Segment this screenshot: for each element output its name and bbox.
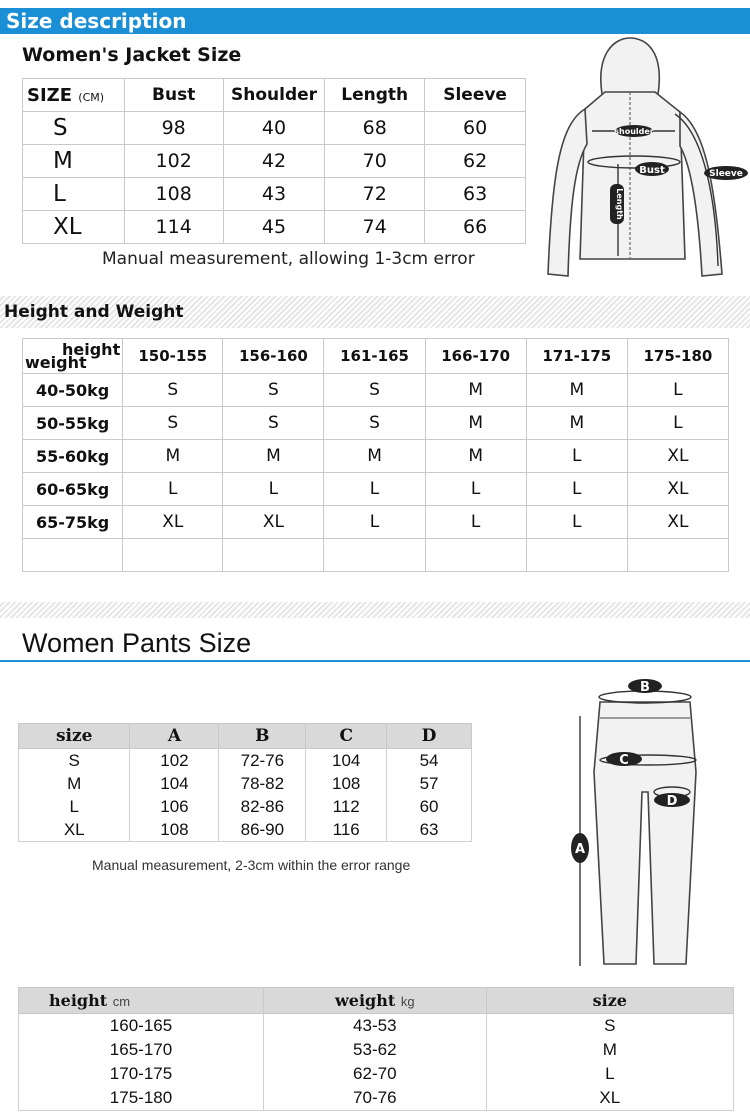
table-cell: 116: [306, 818, 387, 842]
table-cell: 82-86: [219, 795, 306, 818]
table-header-row: [19, 724, 472, 749]
sleeve-label: Sleeve: [709, 169, 743, 179]
table-cell: M: [324, 440, 425, 473]
size-cell: L: [19, 795, 130, 818]
table-cell: S: [123, 407, 223, 440]
table-cell: 60: [425, 112, 526, 145]
size-cell: M: [23, 145, 125, 178]
table-cell: L: [223, 473, 324, 506]
height-header: 171-175: [526, 339, 627, 374]
column-header: Shoulder: [223, 79, 325, 112]
height-header: 175-180: [627, 339, 728, 374]
table-cell: M: [123, 440, 223, 473]
table-header-row: [19, 988, 734, 1014]
table-cell: XL: [123, 506, 223, 539]
table-cell: S: [223, 374, 324, 407]
table-row: [19, 772, 472, 795]
table-cell: M: [425, 374, 526, 407]
pants-fit-table: [18, 987, 734, 1111]
size-cell: XL: [23, 211, 125, 244]
pants-title: Women Pants Size: [22, 628, 252, 658]
table-cell: 43: [223, 178, 325, 211]
table-cell: S: [486, 1014, 733, 1039]
table-cell: M: [526, 407, 627, 440]
table-cell: 78-82: [219, 772, 306, 795]
column-header: B: [219, 724, 306, 749]
table-row: [23, 112, 526, 145]
b-label: B: [640, 680, 650, 695]
table-cell: XL: [627, 506, 728, 539]
table-row: [23, 211, 526, 244]
height-weight-title: Height and Weight: [4, 302, 184, 322]
table-cell: L: [627, 407, 728, 440]
height-header: 156-160: [223, 339, 324, 374]
table-cell: 112: [306, 795, 387, 818]
banner-title: Size description: [6, 9, 187, 33]
table-cell: 98: [124, 112, 223, 145]
table-cell: 102: [124, 145, 223, 178]
table-cell: S: [324, 374, 425, 407]
table-row: [19, 1038, 734, 1062]
table-cell: L: [526, 440, 627, 473]
table-cell: XL: [223, 506, 324, 539]
size-header: SIZE (CM): [23, 79, 125, 112]
table-cell: [123, 539, 223, 572]
table-cell: 175-180: [19, 1086, 264, 1111]
table-cell: L: [526, 506, 627, 539]
table-row: [23, 178, 526, 211]
weight-cell: 50-55kg: [23, 407, 123, 440]
table-cell: 104: [130, 772, 219, 795]
column-header: Sleeve: [425, 79, 526, 112]
table-row-empty: [23, 539, 729, 572]
table-cell: 86-90: [219, 818, 306, 842]
size-cell: XL: [19, 818, 130, 842]
height-header: 161-165: [324, 339, 425, 374]
table-cell: XL: [627, 473, 728, 506]
table-cell: [627, 539, 728, 572]
table-row: [23, 374, 729, 407]
table-row: [23, 506, 729, 539]
corner-height-label: height: [62, 340, 121, 359]
pants-shape: [594, 702, 696, 964]
table-cell: 108: [124, 178, 223, 211]
table-cell: 108: [306, 772, 387, 795]
table-cell: L: [425, 506, 526, 539]
table-cell: L: [123, 473, 223, 506]
table-row: [19, 795, 472, 818]
table-row: [23, 407, 729, 440]
table-cell: 170-175: [19, 1062, 264, 1086]
height-header: 150-155: [123, 339, 223, 374]
table-cell: 63: [425, 178, 526, 211]
size-cell: S: [23, 112, 125, 145]
table-cell: 165-170: [19, 1038, 264, 1062]
table-cell: M: [425, 407, 526, 440]
pants-note: Manual measurement, 2-3cm within the error range: [92, 857, 411, 873]
table-cell: 60: [387, 795, 472, 818]
weight-cell: 65-75kg: [23, 506, 123, 539]
table-row: [23, 440, 729, 473]
table-cell: 108: [130, 818, 219, 842]
column-header: D: [387, 724, 472, 749]
column-header: C: [306, 724, 387, 749]
table-row: [19, 1062, 734, 1086]
table-cell: [223, 539, 324, 572]
table-row: [23, 473, 729, 506]
table-row: [19, 1014, 734, 1039]
a-label: A: [574, 842, 586, 857]
pants-size-table: [18, 723, 472, 842]
height-weight-table: [22, 338, 729, 572]
table-cell: M: [425, 440, 526, 473]
size-header: size: [486, 988, 733, 1014]
table-cell: L: [486, 1062, 733, 1086]
column-header: size: [19, 724, 130, 749]
hood-shape: [601, 38, 659, 94]
table-cell: M: [223, 440, 324, 473]
column-header: Bust: [124, 79, 223, 112]
column-header: Length: [325, 79, 425, 112]
d-label: D: [666, 794, 678, 809]
table-cell: [526, 539, 627, 572]
table-cell: S: [324, 407, 425, 440]
table-cell: XL: [627, 440, 728, 473]
table-cell: 106: [130, 795, 219, 818]
jacket-diagram: [530, 34, 750, 284]
section-divider-band: [0, 602, 750, 618]
table-cell: L: [324, 473, 425, 506]
pants-title-rule: [0, 660, 750, 662]
table-cell: XL: [486, 1086, 733, 1111]
jacket-size-table: [22, 78, 526, 244]
length-label: Length: [615, 188, 624, 220]
table-cell: M: [486, 1038, 733, 1062]
table-cell: 63: [387, 818, 472, 842]
weight-header: weight kg: [263, 988, 486, 1014]
table-cell: 53-62: [263, 1038, 486, 1062]
table-cell: 57: [387, 772, 472, 795]
table-cell: 70-76: [263, 1086, 486, 1111]
weight-cell: 55-60kg: [23, 440, 123, 473]
weight-cell: 40-50kg: [23, 374, 123, 407]
corner-weight-label: weight: [25, 353, 87, 372]
table-cell: 102: [130, 749, 219, 773]
height-header: height cm: [19, 988, 264, 1014]
table-cell: L: [627, 374, 728, 407]
table-row: [23, 145, 526, 178]
right-sleeve-shape: [680, 112, 722, 276]
table-cell: 40: [223, 112, 325, 145]
table-cell: 104: [306, 749, 387, 773]
table-cell: M: [526, 374, 627, 407]
table-cell: S: [123, 374, 223, 407]
table-header-row: [23, 79, 526, 112]
table-cell: 43-53: [263, 1014, 486, 1039]
table-cell: 114: [124, 211, 223, 244]
jacket-body-shape: [580, 92, 685, 259]
corner-header: [23, 339, 123, 374]
table-cell: 62-70: [263, 1062, 486, 1086]
table-cell: [324, 539, 425, 572]
c-label: C: [619, 753, 629, 768]
table-cell: [425, 539, 526, 572]
table-row: [19, 1086, 734, 1111]
table-cell: 45: [223, 211, 325, 244]
table-cell: 72-76: [219, 749, 306, 773]
table-header-row: [23, 339, 729, 374]
table-cell: L: [526, 473, 627, 506]
table-cell: 74: [325, 211, 425, 244]
table-cell: S: [223, 407, 324, 440]
weight-cell: 60-65kg: [23, 473, 123, 506]
table-cell: [23, 539, 123, 572]
size-cell: M: [19, 772, 130, 795]
height-header: 166-170: [425, 339, 526, 374]
table-cell: 62: [425, 145, 526, 178]
pants-diagram: [568, 672, 718, 972]
table-cell: 42: [223, 145, 325, 178]
column-header: A: [130, 724, 219, 749]
table-cell: 72: [325, 178, 425, 211]
jacket-note: Manual measurement, allowing 1-3cm error: [102, 249, 475, 269]
bust-label: Bust: [639, 165, 665, 176]
table-cell: L: [425, 473, 526, 506]
table-cell: 70: [325, 145, 425, 178]
table-cell: 66: [425, 211, 526, 244]
size-cell: S: [19, 749, 130, 773]
table-cell: L: [324, 506, 425, 539]
table-row: [19, 749, 472, 773]
table-row: [19, 818, 472, 842]
table-cell: 160-165: [19, 1014, 264, 1039]
table-cell: 68: [325, 112, 425, 145]
table-cell: 54: [387, 749, 472, 773]
shoulder-label: shoulder: [614, 127, 654, 136]
size-cell: L: [23, 178, 125, 211]
jacket-title: Women's Jacket Size: [22, 44, 242, 66]
section-banner: [0, 8, 750, 34]
